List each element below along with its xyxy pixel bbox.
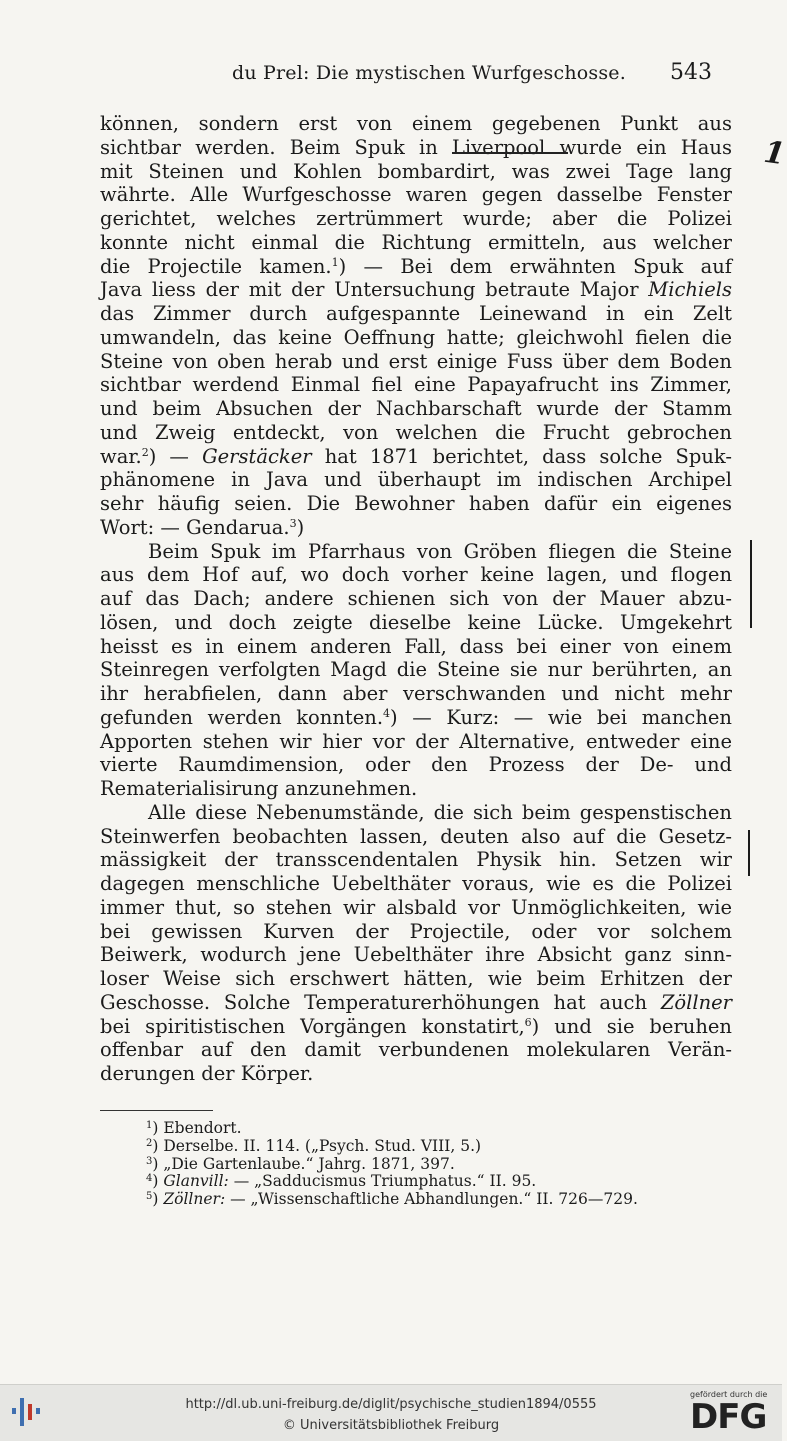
- footnote-ref: 6: [524, 1015, 532, 1029]
- text-line: Steinregen verfolgten Magd die Steine sie nur berührten, an: [100, 658, 732, 682]
- text-line: mit Steinen und Kohlen bombardirt, was zwei Tage lang: [100, 159, 732, 183]
- margin-line-mark: [748, 830, 750, 876]
- text-line: auf das Dach; andere schienen sich von der Mauer abzu-: [100, 587, 732, 610]
- running-header: du Prel: Die mystischen Wurfgeschosse.: [232, 62, 626, 84]
- footnote-ref: 4: [383, 706, 391, 720]
- text-line: gerichtet, welches zertrümmert wurde; aber die Polizei: [100, 207, 732, 230]
- handwritten-margin-number: 1: [761, 134, 787, 173]
- text-line: vierte Raumdimension, oder den Prozess der De- und: [100, 753, 732, 777]
- text-line: dagegen menschliche Uebelthäter voraus, wie es die Polizei: [100, 872, 732, 895]
- footnote: $^3$) „Die Gartenlaube.“ Jahrg. 1871, 397.: [146, 1154, 455, 1173]
- text-line: gefunden werden konnten.$^4$) — Kurz: — wie bei manchen: [100, 705, 732, 729]
- text-line: lösen, und doch zeigte dieselbe keine Lücke. Umgekehrt: [100, 610, 732, 634]
- text-line: Beim Spuk im Pfarrhaus von Gröben fliegen die Steine: [148, 539, 732, 563]
- text-line: das Zimmer durch aufgespannte Leinewand in ein Zelt: [100, 302, 732, 325]
- footnote-ref: 3: [289, 516, 297, 530]
- text-line: Rematerialisirung anzunehmen.: [100, 777, 418, 800]
- footnote-ref: 2: [141, 445, 149, 459]
- text-line: phänomene in Java und überhaupt im indischen Archipel: [100, 468, 732, 492]
- footnote-divider: [100, 1110, 213, 1111]
- text-line: Java liess der mit der Untersuchung betraute Major Michiels: [100, 278, 732, 302]
- text-line: Alle diese Nebenumstände, die sich beim gespenstischen: [148, 800, 732, 824]
- text-line: aus dem Hof auf, wo doch vorher keine lagen, und flogen: [100, 563, 732, 587]
- text-line: war.$^2$) — Gerstäcker hat 1871 berichtet, dass solche Spuk-: [100, 444, 732, 468]
- dfg-caption: gefördert durch die: [690, 1390, 768, 1399]
- text-line: umwandeln, das keine Oeffnung hatte; gleichwohl fielen die: [100, 325, 732, 349]
- text-line: offenbar auf den damit verbundenen molekularen Verän-: [100, 1038, 732, 1062]
- margin-line-mark: [750, 540, 752, 628]
- dfg-logo: DFG: [690, 1397, 767, 1437]
- text-line: währte. Alle Wurfgeschosse waren gegen dasselbe Fenster: [100, 183, 732, 207]
- text-line: immer thut, so stehen wir alsbald vor Unmöglichkeiten, wie: [100, 895, 732, 919]
- text-line: loser Weise sich erschwert hätten, wie beim Erhitzen der: [100, 967, 732, 990]
- text-line: Beiwerk, wodurch jene Uebelthäter ihre Absicht ganz sinn-: [100, 943, 732, 967]
- text-line: bei spiritistischen Vorgängen konstatirt,$^6$) und sie beruhen: [100, 1014, 732, 1038]
- copyright-notice: © Universitätsbibliothek Freiburg: [282, 1418, 500, 1433]
- handwritten-underline: [452, 152, 568, 154]
- text-line: Geschosse. Solche Temperaturerhöhungen hat auch Zöllner: [100, 990, 732, 1014]
- footnote-ref: 1: [331, 255, 339, 269]
- text-line: und Zweig entdeckt, von welchen die Frucht gebrochen: [100, 420, 732, 444]
- text-line: heisst es in einem anderen Fall, dass bei einer von einem: [100, 634, 732, 658]
- text-line: können, sondern erst von einem gegebenen Punkt aus: [100, 112, 732, 135]
- text-line: mässigkeit der transscendentalen Physik hin. Setzen wir: [100, 848, 732, 872]
- text-line: ihr herabfielen, dann aber verschwanden und nicht mehr: [100, 682, 732, 705]
- text-line: sehr häufig seien. Die Bewohner haben dafür ein eigenes: [100, 492, 732, 515]
- text-line: bei gewissen Kurven der Projectile, oder vor solchem: [100, 919, 732, 943]
- page-number: 543: [670, 60, 712, 85]
- footnote: $^2$) Derselbe. II. 114. („Psych. Stud. VIII, 5.): [146, 1136, 482, 1155]
- body-text: [100, 112, 732, 1086]
- text-line: derungen der Körper.: [100, 1062, 314, 1085]
- footnote: $^5$) Zöllner: — „Wissenschaftliche Abhandlungen.“ II. 726—729.: [146, 1190, 638, 1209]
- footnotes: [146, 1120, 746, 1209]
- text-line: und beim Absuchen der Nachbarschaft wurde der Stamm: [100, 397, 732, 420]
- text-line: Apporten stehen wir hier vor der Alternative, entweder eine: [100, 729, 732, 753]
- text-line: Wort: — Gendarua.$^3$): [100, 515, 305, 539]
- text-line: sichtbar werden. Beim Spuk in Liverpool wurde ein Haus: [100, 135, 732, 159]
- footnote: $^4$) Glanvill: — „Sadducismus Triumphatus.“ II. 95.: [146, 1172, 537, 1191]
- text-line: konnte nicht einmal die Richtung ermitteln, aus welcher: [100, 230, 732, 254]
- source-url-link[interactable]: http://dl.ub.uni-freiburg.de/diglit/psychische_studien1894/0555: [185, 1397, 597, 1412]
- text-line: sichtbar werdend Einmal fiel eine Papayafrucht ins Zimmer,: [100, 373, 732, 397]
- footnote: $^1$) Ebendort.: [146, 1119, 242, 1137]
- text-line: die Projectile kamen.$^1$) — Bei dem erwähnten Spuk auf: [100, 254, 732, 278]
- text-line: Steinwerfen beobachten lassen, deuten also auf die Gesetz-: [100, 824, 732, 848]
- text-line: Steine von oben herab und erst einige Fuss über dem Boden: [100, 349, 732, 373]
